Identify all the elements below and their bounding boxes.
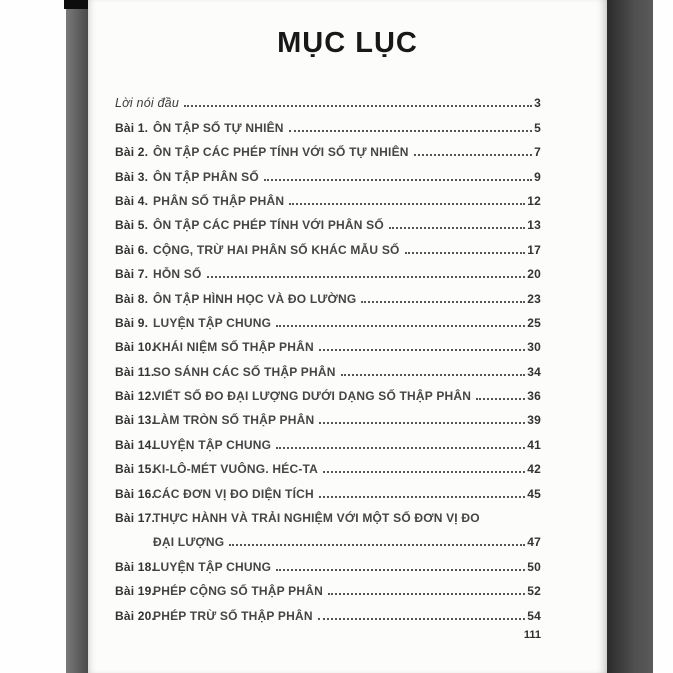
toc-row [115, 574, 541, 598]
toc-dot-leader [184, 105, 532, 107]
toc-entry-page: 12 [527, 193, 541, 208]
toc-row [115, 403, 541, 427]
toc-entry-page: 7 [534, 145, 541, 160]
toc-entry-title: SO SÁNH CÁC SỐ THẬP PHÂN [153, 364, 336, 379]
toc-dot-leader [414, 154, 532, 156]
toc-entry-label: Bài 14. [115, 437, 156, 452]
toc-row [115, 208, 541, 232]
toc-row [115, 257, 541, 281]
toc-entry-title: KHÁI NIỆM SỐ THẬP PHÂN [153, 340, 314, 355]
toc-row [115, 86, 541, 110]
toc-row [115, 306, 541, 330]
toc-dot-leader [341, 374, 526, 376]
toc-dot-leader [276, 569, 525, 571]
toc-dot-leader [476, 398, 525, 400]
toc-row [115, 184, 541, 208]
toc-entry-page: 20 [527, 267, 541, 282]
toc-entry-page: 30 [527, 340, 541, 355]
toc-row [115, 427, 541, 451]
toc-entry-page: 3 [534, 96, 541, 111]
toc-entry-title: ĐẠI LƯỢNG [153, 535, 225, 550]
toc-dot-leader [318, 618, 526, 620]
toc-dot-leader [319, 496, 525, 498]
toc-row [115, 452, 541, 476]
toc-entry-page: 47 [527, 535, 541, 550]
toc-entry-title: HỖN SỐ [153, 267, 202, 282]
toc-dot-leader [361, 301, 525, 303]
toc-row [115, 501, 541, 525]
toc-entry-title: LUYỆN TẬP CHUNG [153, 437, 272, 452]
toc-entry-page: 5 [534, 120, 541, 135]
toc-row [115, 598, 541, 622]
toc-dot-leader [276, 325, 525, 327]
page-title: MỤC LỤC [277, 27, 418, 59]
toc-entry-label: Bài 5. [115, 218, 149, 233]
toc-entry-label: Bài 11. [115, 364, 155, 379]
toc-dot-leader [207, 276, 526, 278]
toc-row [115, 354, 541, 378]
toc-dot-leader [405, 252, 526, 254]
toc-row [115, 135, 541, 159]
toc-dot-leader [319, 422, 525, 424]
toc-row [115, 476, 541, 500]
toc-entry-title: CỘNG, TRỪ HAI PHÂN SỐ KHÁC MẪU SỐ [153, 242, 400, 257]
toc-entry-page: 39 [527, 413, 541, 428]
toc-entry-page: 45 [527, 486, 541, 501]
toc-entry-title: ÔN TẬP HÌNH HỌC VÀ ĐO LƯỜNG [153, 291, 357, 306]
toc-entry-title: ÔN TẬP CÁC PHÉP TÍNH VỚI PHÂN SỐ [153, 218, 384, 233]
toc-row [115, 549, 541, 573]
toc-dot-leader [229, 544, 525, 546]
toc-entry-title: THỰC HÀNH VÀ TRẢI NGHIỆM VỚI MỘT SỐ ĐƠN VỊ ĐO [153, 511, 480, 526]
toc-entry-page: 23 [527, 291, 541, 306]
toc-entry-page: 36 [527, 389, 541, 404]
toc-entry-title: VIẾT SỐ ĐO ĐẠI LƯỢNG DƯỚI DẠNG SỐ THẬP PHÂN [153, 389, 472, 404]
toc-row [115, 232, 541, 256]
toc-entry-page: 34 [527, 364, 541, 379]
toc-entry-page: 17 [527, 242, 541, 257]
toc-row [115, 110, 541, 134]
toc-entry-page: 54 [527, 608, 541, 623]
toc-entry-label: Bài 19. [115, 584, 156, 599]
toc-entry-label: Bài 3. [115, 169, 149, 184]
toc-entry-title: LUYỆN TẬP CHUNG [153, 315, 272, 330]
toc-entry-label: Bài 10. [115, 340, 156, 355]
toc-entry-title: ÔN TẬP SỐ TỰ NHIÊN [153, 120, 284, 135]
toc-entry-label: Bài 16. [115, 486, 156, 501]
toc-entry-title: PHÉP TRỪ SỐ THẬP PHÂN [153, 608, 313, 623]
toc-dot-leader [289, 130, 532, 132]
footer-page-number: 111 [523, 629, 541, 641]
book-left-edge-cap [64, 0, 91, 9]
book-left-edge [66, 0, 88, 673]
toc-entry-title: LUYỆN TẬP CHUNG [153, 559, 272, 574]
toc-dot-leader [323, 471, 525, 473]
toc-dot-leader [289, 203, 525, 205]
toc-entry-label: Bài 6. [115, 242, 149, 257]
toc-entry-title: Lời nói đầu [115, 96, 179, 111]
toc-entry-title: PHÉP CỘNG SỐ THẬP PHÂN [153, 584, 323, 599]
toc-entry-label: Bài 7. [115, 267, 149, 282]
toc-entry-title: PHÂN SỐ THẬP PHÂN [153, 193, 285, 208]
toc-dot-leader [264, 179, 532, 181]
toc-row [115, 281, 541, 305]
toc-row [115, 525, 541, 549]
toc-entry-page: 41 [527, 437, 541, 452]
toc-dot-leader [328, 593, 525, 595]
book-page [88, 0, 607, 673]
toc-row [115, 159, 541, 183]
toc-entry-page: 13 [527, 218, 541, 233]
toc-dot-leader [276, 447, 525, 449]
toc-entry-page: 50 [527, 559, 541, 574]
toc-dot-leader [389, 227, 525, 229]
book-right-edge [607, 0, 653, 673]
toc-entry-label: Bài 4. [115, 193, 149, 208]
toc-entry-label: Bài 12. [115, 389, 156, 404]
toc-entry-label: Bài 8. [115, 291, 149, 306]
toc-entry-label: Bài 1. [115, 120, 149, 135]
toc-entry-label: Bài 9. [115, 315, 149, 330]
toc-entry-page: 42 [527, 462, 541, 477]
toc-row [115, 379, 541, 403]
toc-entry-title: LÀM TRÒN SỐ THẬP PHÂN [153, 413, 315, 428]
toc-entry-label: Bài 18. [115, 559, 156, 574]
toc-entry-title: ÔN TẬP CÁC PHÉP TÍNH VỚI SỐ TỰ NHIÊN [153, 145, 409, 160]
toc-entry-page: 52 [527, 584, 541, 599]
toc-row [115, 330, 541, 354]
toc-entry-label: Bài 13. [115, 413, 156, 428]
toc-entry-label: Bài 15. [115, 462, 156, 477]
toc-entry-title: KI-LÔ-MÉT VUÔNG. HÉC-TA [153, 462, 319, 477]
toc-entry-title: ÔN TẬP PHÂN SỐ [153, 169, 259, 184]
toc-entry-label: Bài 17. [115, 511, 156, 526]
toc-entry-label: Bài 2. [115, 145, 149, 160]
toc-entry-title: CÁC ĐƠN VỊ ĐO DIỆN TÍCH [153, 486, 314, 501]
toc-entry-page: 9 [534, 169, 541, 184]
toc-dot-leader [319, 349, 525, 351]
toc-entry-label: Bài 20. [115, 608, 156, 623]
toc-entry-page: 25 [527, 315, 541, 330]
toc-list [115, 86, 541, 623]
